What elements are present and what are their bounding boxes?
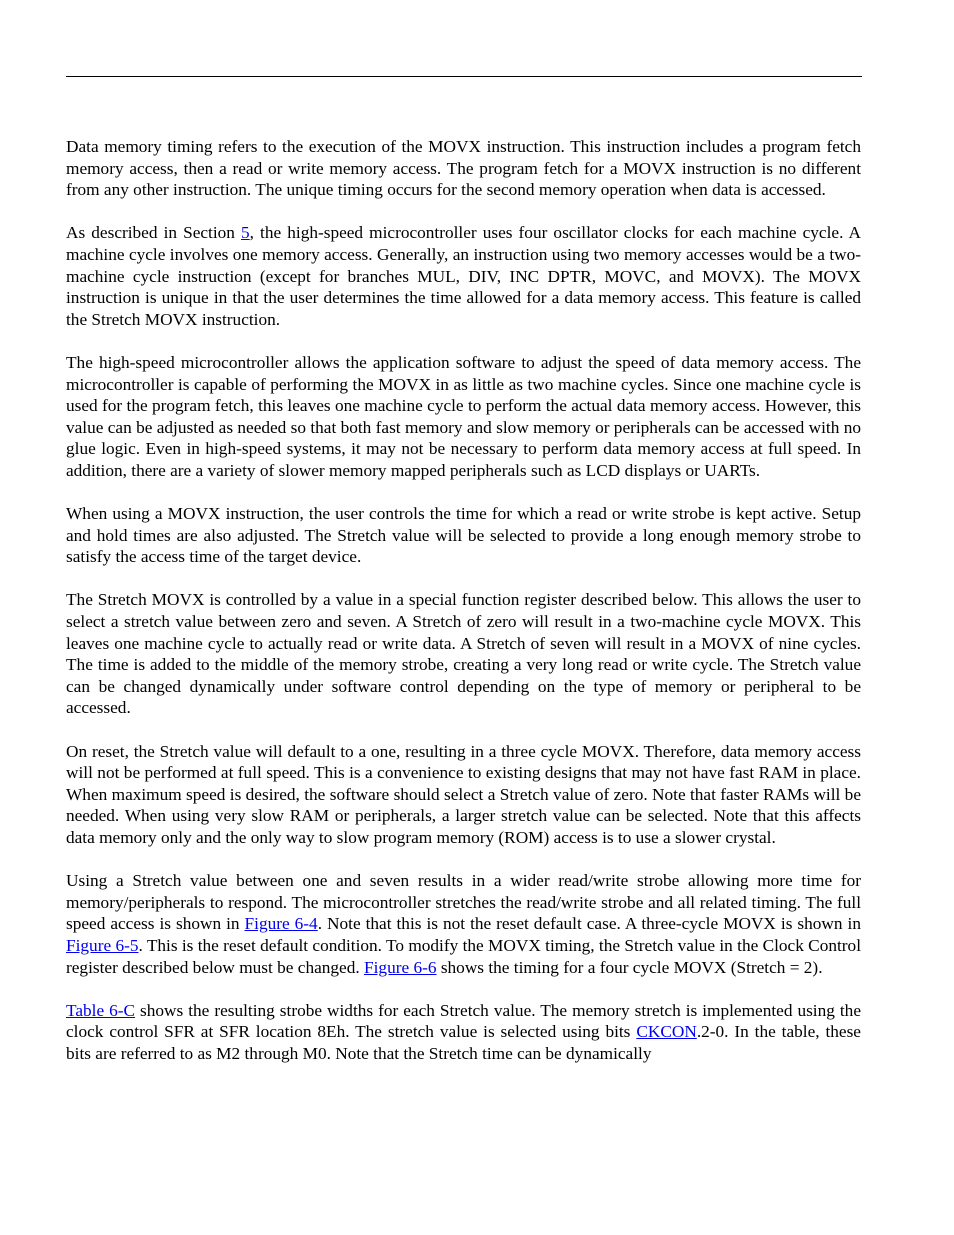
paragraph-8-text-2: .2-0. In the table, these bits are referred to as M2 through M0. Note that the Stretch time can be dynamically xyxy=(66,1022,861,1063)
paragraph-8 xyxy=(66,1000,861,1065)
paragraph-3: The high-speed microcontroller allows the application software to adjust the speed of data memory access. The microcontroller is capable of performing the MOVX in as little as two machine cycles. Since one machine cycle is used for the program fetch, this leaves one machine cycle to perform the actual data memory access. However, this value can be adjusted as needed so that both fast memory and slow memory or peripherals can be accessed with no glue logic. Even in high-speed systems, it may not be necessary to perform data memory access at full speed. In addition, there are a variety of slower memory mapped peripherals such as LCD displays or UARTs. xyxy=(66,352,861,480)
paragraph-7-text-3: . This is the reset default condition. To modify the MOVX timing, the Stretch value in the Clock Control register described below must be changed. xyxy=(66,935,861,977)
paragraph-2-text-2: , the high-speed microcontroller uses four oscillator clocks for each machine cycle. A machine cycle involves one memory access. Generally, an instruction using two memory accesses would be a two-machine cycle instruction (except for branches MUL, DIV, INC DPTR, MOVC, and MOVX). The MOVX instruction is unique in that the user determines the time allowed for a data memory access. This feature is called the Stretch MOVX instruction. xyxy=(66,223,861,329)
paragraph-4: When using a MOVX instruction, the user controls the time for which a read or write strobe is kept active. Setup and hold times are also adjusted. The Stretch value will be selected to provide a long enough memory strobe to satisfy the access time of the target device. xyxy=(66,504,861,567)
paragraph-7-text-4: shows the timing for a four cycle MOVX (Stretch = 2). xyxy=(436,957,823,977)
ckcon-link[interactable]: CKCON xyxy=(636,1022,697,1042)
paragraph-8-text-1: shows the resulting strobe widths for each Stretch value. The memory stretch is implemented using the clock control SFR at SFR location 8Eh. The stretch value is selected using bits xyxy=(66,1000,861,1042)
paragraph-2-text-1: As described in Section xyxy=(66,223,242,243)
figure-6-5-link[interactable]: Figure 6-5 xyxy=(66,935,139,955)
header-rule xyxy=(66,76,862,77)
paragraph-7 xyxy=(66,870,861,978)
paragraph-6: On reset, the Stretch value will default to a one, resulting in a three cycle MOVX. Therefore, data memory access will not be performed at full speed. This is a convenience to existing designs that may not have fast RAM in place. When maximum speed is desired, the software should select a Stretch value of zero. Note that faster RAMs will be needed. When using very slow RAM or peripherals, a larger stretch value can be selected. Note that this affects data memory only and the only way to slow program memory (ROM) access is to use a slower crystal. xyxy=(66,741,861,847)
figure-6-4-link[interactable]: Figure 6-4 xyxy=(244,914,318,934)
paragraph-5: The Stretch MOVX is controlled by a value in a special function register described below. This allows the user to select a stretch value between zero and seven. A Stretch of zero will result in a two-machine cycle MOVX. This leaves one machine cycle to actually read or write data. A Stretch of seven will result in a MOVX of nine cycles. The time is added to the middle of the memory strobe, creating a very long read or write cycle. The Stretch value can be changed dynamically under software control depending on the type of memory or peripheral to be accessed. xyxy=(66,590,861,718)
table-6-c-link[interactable]: Table 6-C xyxy=(66,1000,136,1020)
document-body xyxy=(66,136,861,1086)
section-5-link[interactable]: 5 xyxy=(241,223,250,243)
paragraph-7-text-1: Using a Stretch value between one and seven results in a wider read/write strobe allowing more time for memory/peripherals to respond. The microcontroller stretches the read/write strobe and all related timing. The full speed access is shown in xyxy=(66,871,861,934)
paragraph-7-text-2: . Note that this is not the reset default case. A three-cycle MOVX is shown in xyxy=(317,914,861,934)
paragraph-2 xyxy=(66,222,861,330)
paragraph-1: Data memory timing refers to the execution of the MOVX instruction. This instruction includes a program fetch memory access, then a read or write memory access. The program fetch for a MOVX instruction is no different from any other instruction. The unique timing occurs for the second memory operation when data is accessed. xyxy=(66,137,861,200)
figure-6-6-link[interactable]: Figure 6-6 xyxy=(364,957,437,977)
